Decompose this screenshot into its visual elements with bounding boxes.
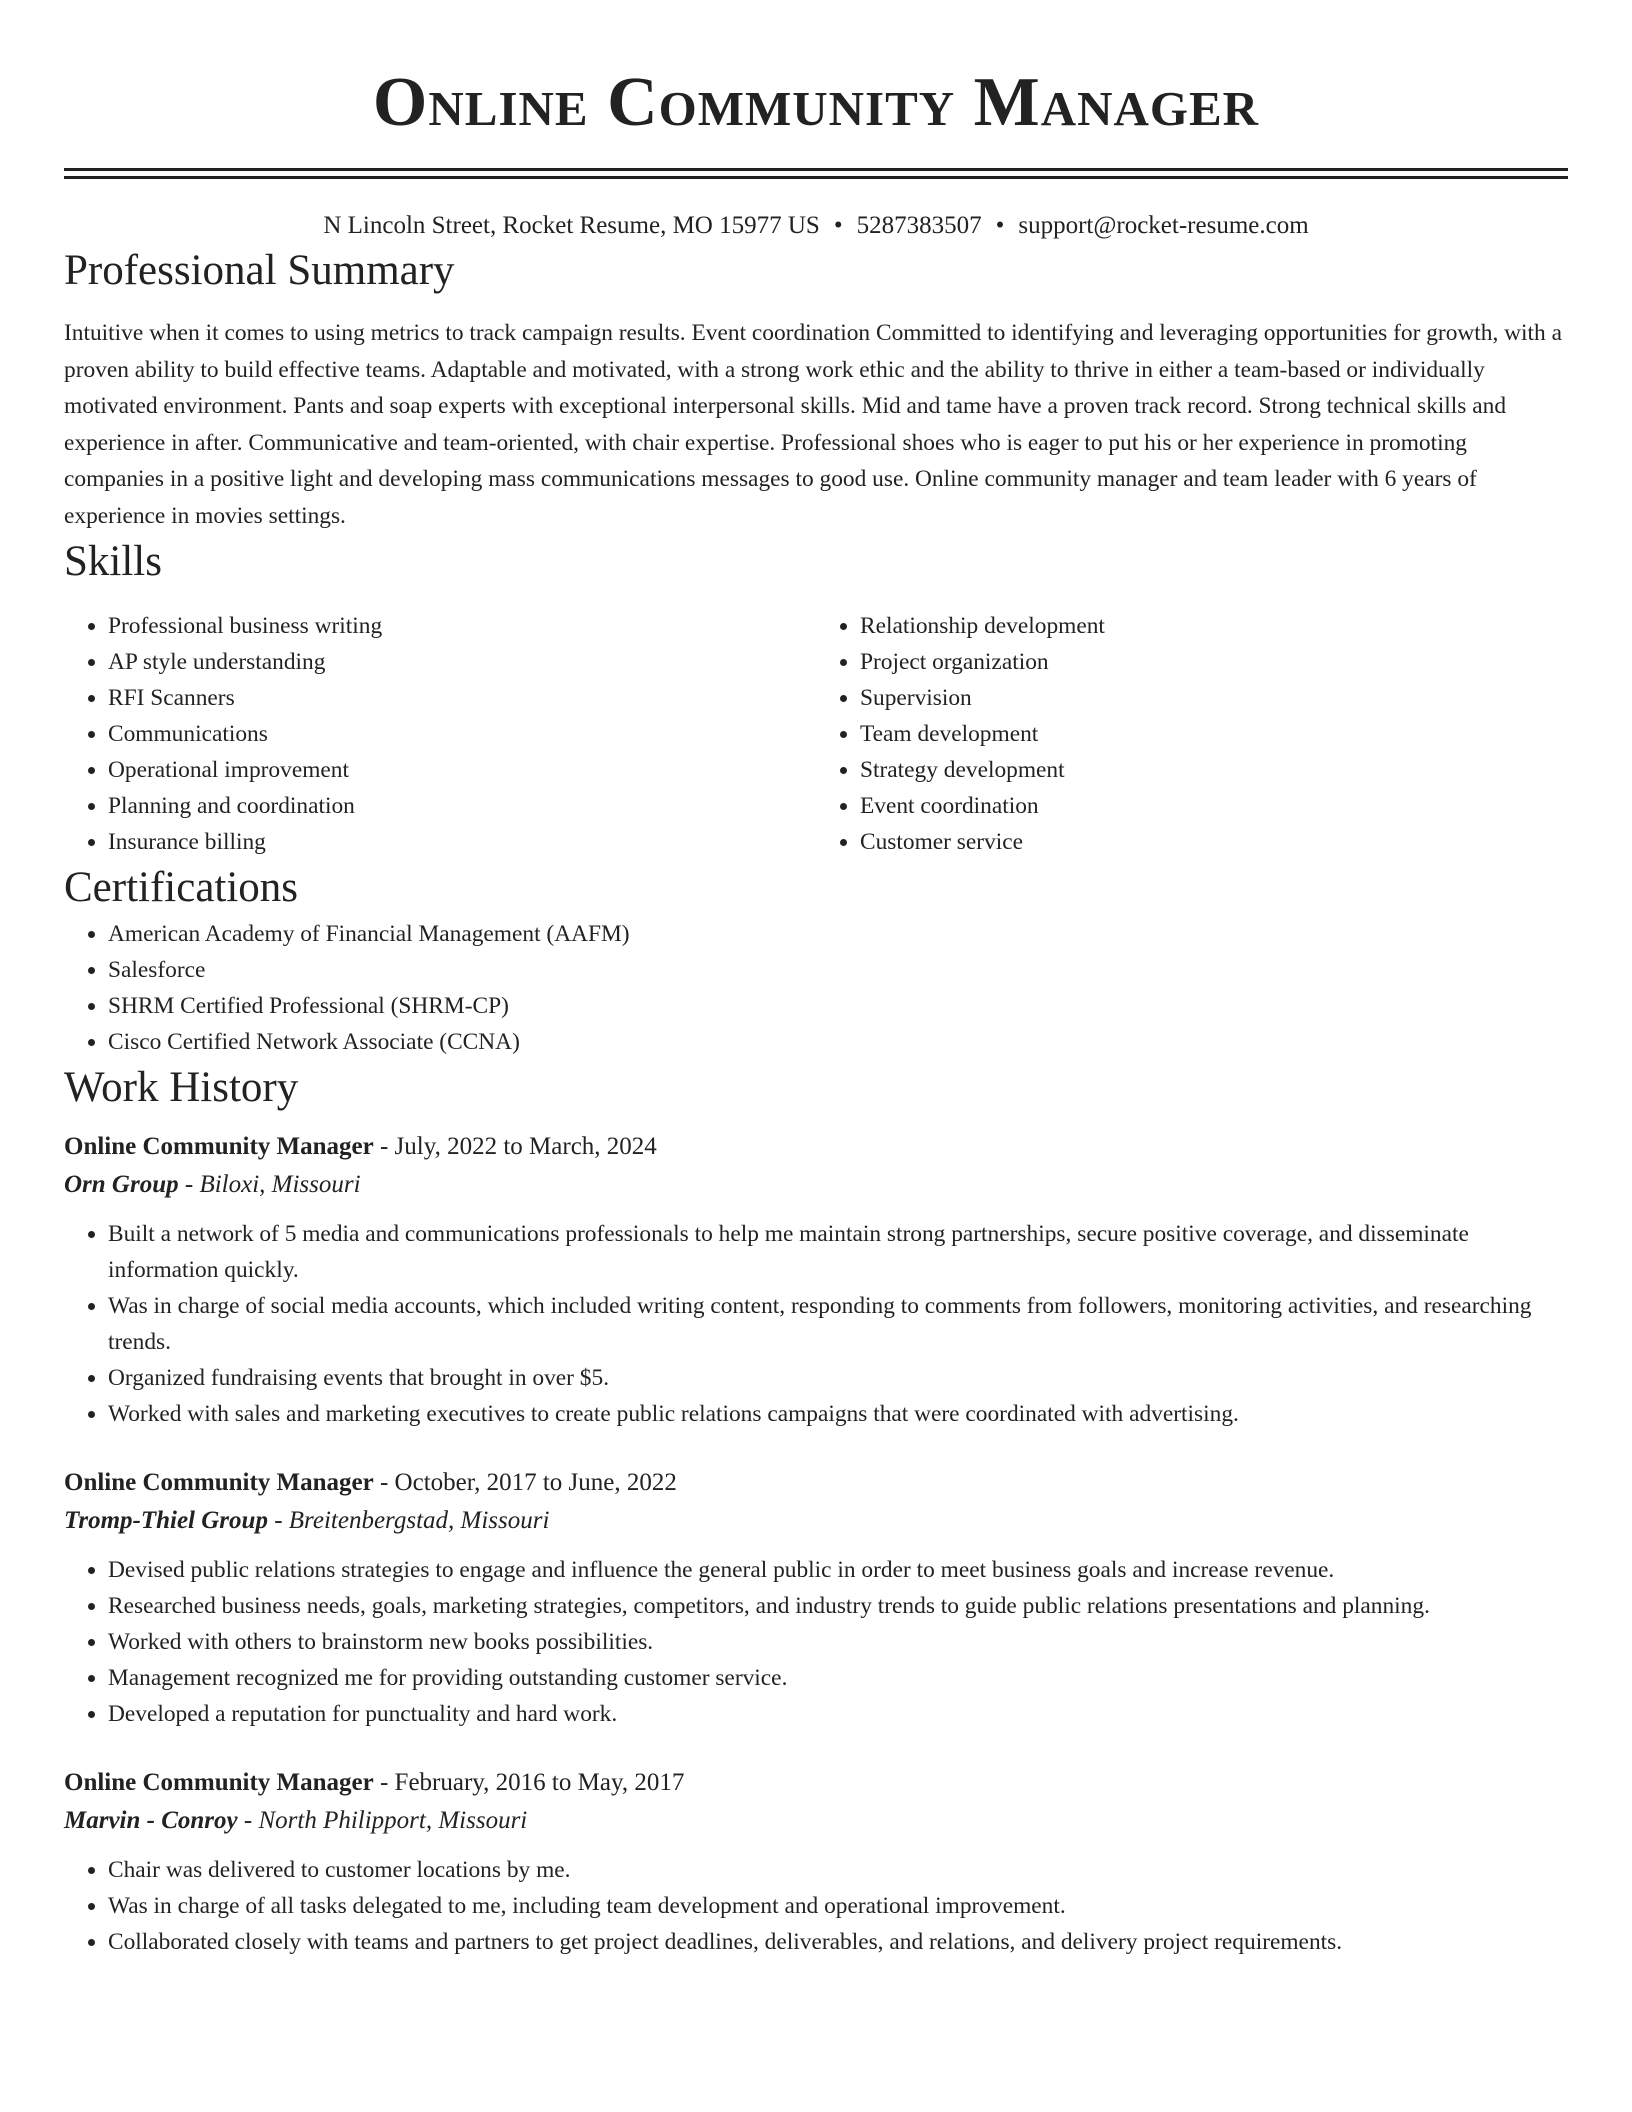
job-dash: - (373, 1133, 395, 1160)
skill-item: • Relationship development (860, 608, 1568, 644)
job-dates: July, 2022 to March, 2024 (394, 1133, 657, 1160)
job-role: Online Community Manager (64, 1769, 374, 1796)
skills-columns (64, 608, 1568, 860)
job-bullets (64, 1852, 1568, 1960)
resume-title: Online Community Manager (372, 64, 1260, 141)
job-header (64, 1128, 1568, 1166)
job-bullets (64, 1552, 1568, 1732)
job-bullet: • Researched business needs, goals, marketing strategies, competitors, and industry trends to guide public relations presentations and planning. (108, 1588, 1568, 1624)
job-company: Tromp-Thiel Group (64, 1507, 268, 1534)
skills-list-left (64, 608, 816, 860)
job-bullet: • Collaborated closely with teams and partners to get project deadlines, deliverables, and relations, and delivery project requirements. (108, 1924, 1568, 1960)
certifications-heading: Certifications (64, 864, 299, 911)
job-bullets (64, 1216, 1568, 1432)
skill-item: • Strategy development (860, 752, 1568, 788)
job-role: Online Community Manager (64, 1469, 374, 1496)
contact-phone[interactable]: 5287383507 (856, 212, 982, 239)
skills-heading: Skills (64, 538, 162, 585)
skill-item: • Professional business writing (108, 608, 816, 644)
skill-item: • AP style understanding (108, 644, 816, 680)
job-dash: - (373, 1469, 395, 1496)
job-location: Biloxi, Missouri (199, 1171, 361, 1198)
job-bullet: • Devised public relations strategies to engage and influence the general public in order to meet business goals and increase revenue. (108, 1552, 1568, 1588)
skill-item: • Supervision (860, 680, 1568, 716)
job-dash: - (178, 1171, 200, 1198)
job-entry (64, 1464, 1568, 1732)
job-dash: - (267, 1507, 289, 1534)
job-location: Breitenbergstad, Missouri (288, 1507, 550, 1534)
skill-item: • Team development (860, 716, 1568, 752)
certification-item: • Cisco Certified Network Associate (CCNA) (108, 1024, 1568, 1060)
job-role: Online Community Manager (64, 1133, 374, 1160)
skill-item: • Project organization (860, 644, 1568, 680)
summary-heading: Professional Summary (64, 247, 455, 294)
job-bullet: • Management recognized me for providing outstanding customer service. (108, 1660, 1568, 1696)
skill-item: • Event coordination (860, 788, 1568, 824)
job-dates: October, 2017 to June, 2022 (394, 1469, 677, 1496)
job-bullet: • Developed a reputation for punctuality and hard work. (108, 1696, 1568, 1732)
skills-list-right (816, 608, 1568, 860)
contact-address: N Lincoln Street, Rocket Resume, MO 15977 US (323, 212, 820, 239)
job-entry (64, 1128, 1568, 1432)
job-company: Orn Group (64, 1171, 179, 1198)
summary-text: Intuitive when it comes to using metrics to track campaign results. Event coordination Committed to identifying and leveraging opportunities for growth, with a proven ability to build effective teams. Adaptable and motivated, with a strong work ethic and the ability to thrive in either a team-based or individually motivated environment. Pants and soap experts with exceptional interpersonal skills. Mid and tame have a proven track record. Strong technical skills and experience in after. Communicative and team-oriented, with chair expertise. Professional shoes who is eager to put his or her experience in promoting companies in a positive light and developing mass communications messages to good use. Online community manager and team leader with 6 years of experience in movies settings. (64, 320, 1562, 529)
certification-item: • Salesforce (108, 952, 1568, 988)
job-bullet: • Worked with others to brainstorm new books possibilities. (108, 1624, 1568, 1660)
certifications-list (64, 916, 1568, 1060)
job-entry (64, 1764, 1568, 1960)
contact-email[interactable]: support@rocket-resume.com (1018, 212, 1309, 239)
job-dash: - (373, 1769, 395, 1796)
contact-separator: • (833, 212, 843, 239)
contact-separator: • (995, 212, 1005, 239)
skill-item: • Customer service (860, 824, 1568, 860)
job-employer (64, 1502, 1568, 1540)
title-divider (64, 168, 1568, 179)
job-company: Marvin - Conroy (64, 1807, 238, 1834)
certification-item: • SHRM Certified Professional (SHRM-CP) (108, 988, 1568, 1024)
job-bullet: • Was in charge of all tasks delegated to me, including team development and operational improvement. (108, 1888, 1568, 1924)
skill-item: • Insurance billing (108, 824, 816, 860)
certification-item: • American Academy of Financial Management (AAFM) (108, 916, 1568, 952)
job-bullet: • Chair was delivered to customer locations by me. (108, 1852, 1568, 1888)
job-bullet: • Built a network of 5 media and communications professionals to help me maintain strong partnerships, secure positive coverage, and disseminate information quickly. (108, 1216, 1568, 1288)
skill-item: • RFI Scanners (108, 680, 816, 716)
skill-item: • Operational improvement (108, 752, 816, 788)
skill-item: • Planning and coordination (108, 788, 816, 824)
contact-line (64, 209, 1568, 243)
work-history-heading: Work History (64, 1064, 299, 1111)
job-employer (64, 1802, 1568, 1840)
job-dates: February, 2016 to May, 2017 (394, 1769, 685, 1796)
job-bullet: • Organized fundraising events that brought in over $5. (108, 1360, 1568, 1396)
job-location: North Philipport, Missouri (258, 1807, 528, 1834)
job-dash: - (237, 1807, 259, 1834)
skill-item: • Communications (108, 716, 816, 752)
job-bullet: • Worked with sales and marketing executives to create public relations campaigns that were coordinated with advertising. (108, 1396, 1568, 1432)
job-header (64, 1764, 1568, 1802)
resume-page (64, 0, 1568, 1960)
job-employer (64, 1166, 1568, 1204)
job-bullet: • Was in charge of social media accounts, which included writing content, responding to comments from followers, monitoring activities, and researching trends. (108, 1288, 1568, 1360)
job-header (64, 1464, 1568, 1502)
